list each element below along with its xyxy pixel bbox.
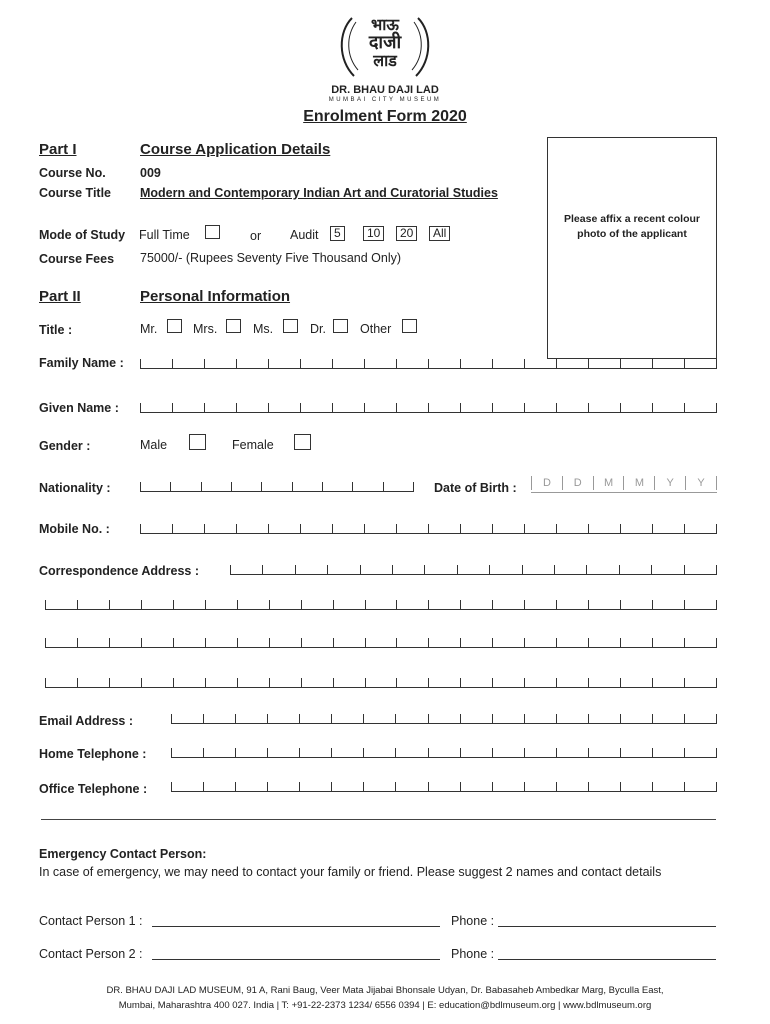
course-title-label: Course Title xyxy=(39,186,112,200)
gender-female-label: Female xyxy=(232,438,274,452)
part1-label: Part I xyxy=(39,141,77,158)
title-option-dr: Dr. xyxy=(310,322,326,336)
office-telephone-input[interactable] xyxy=(171,776,717,792)
title-option-ms: Ms. xyxy=(253,322,274,336)
title-label: Title : xyxy=(39,323,73,337)
course-title-value: Modern and Contemporary Indian Art and Curatorial Studies xyxy=(140,186,498,200)
office-telephone-label: Office Telephone : xyxy=(39,782,148,796)
title-other-checkbox[interactable] xyxy=(402,319,417,333)
audit-option-all[interactable]: All xyxy=(429,226,450,241)
dob-day-1: D xyxy=(531,476,563,490)
contact2-name-input[interactable] xyxy=(152,947,440,960)
address-input-line-4[interactable] xyxy=(45,672,717,688)
audit-option-5[interactable]: 5 xyxy=(330,226,345,241)
contact1-phone-label: Phone : xyxy=(451,914,495,928)
contact2-phone-input[interactable] xyxy=(498,947,716,960)
contact2-phone-label: Phone : xyxy=(451,947,495,961)
part2-heading: Personal Information xyxy=(140,288,291,305)
title-mrs-checkbox[interactable] xyxy=(226,319,241,333)
title-ms-checkbox[interactable] xyxy=(283,319,298,333)
full-time-label: Full Time xyxy=(139,228,190,242)
form-title: Enrolment Form 2020 xyxy=(303,108,467,125)
mobile-label: Mobile No. : xyxy=(39,522,110,536)
title-dr-checkbox[interactable] xyxy=(333,319,348,333)
title-option-mr: Mr. xyxy=(140,322,158,336)
part1-heading: Course Application Details xyxy=(140,141,331,158)
course-no-label: Course No. xyxy=(39,166,106,180)
emergency-heading: Emergency Contact Person: xyxy=(39,847,207,861)
contact1-name-input[interactable] xyxy=(152,914,440,927)
dob-label: Date of Birth : xyxy=(434,481,517,495)
course-no-value: 009 xyxy=(140,166,161,180)
given-name-input[interactable] xyxy=(140,397,717,413)
gender-female-checkbox[interactable] xyxy=(294,434,311,450)
photo-box xyxy=(547,137,717,359)
dob-year-2: Y xyxy=(686,476,717,490)
part2-label: Part II xyxy=(39,288,81,305)
email-input[interactable] xyxy=(171,708,717,724)
title-mr-checkbox[interactable] xyxy=(167,319,182,333)
emergency-description: In case of emergency, we may need to contact your family or friend. Please suggest 2 names and contact details xyxy=(39,865,662,879)
photo-instructions: Please affix a recent colour photo of the applicant xyxy=(564,213,700,240)
logo-line-3: लाड xyxy=(373,51,397,70)
family-name-input[interactable] xyxy=(140,353,717,369)
or-label: or xyxy=(250,229,262,243)
audit-option-10[interactable]: 10 xyxy=(363,226,384,241)
footer-contact: Mumbai, Maharashtra 400 027. India | T: +91-22-2373 1234/ 6556 0394 | E: education@bdlmuseum.org | www.bdlmuseum.org xyxy=(118,1000,652,1011)
dob-month-2: M xyxy=(624,476,655,490)
section-divider xyxy=(41,819,716,820)
footer-address: DR. BHAU DAJI LAD MUSEUM, 91 A, Rani Baug, Veer Mata Jijabai Bhonsale Udyan, Dr. Babasaheb Ambedkar Marg, Byculla East, xyxy=(106,985,664,996)
contact1-label: Contact Person 1 : xyxy=(39,914,143,928)
contact1-phone-input[interactable] xyxy=(498,914,716,927)
course-fees-value: 75000/- (Rupees Seventy Five Thousand Only) xyxy=(140,251,402,265)
home-telephone-input[interactable] xyxy=(171,742,717,758)
course-fees-label: Course Fees xyxy=(39,252,115,266)
nationality-input[interactable] xyxy=(140,476,414,492)
address-input-line-3[interactable] xyxy=(45,632,717,648)
contact2-label: Contact Person 2 : xyxy=(39,947,143,961)
gender-label: Gender : xyxy=(39,439,91,453)
logo-line-2: दाजी xyxy=(368,32,402,53)
logo-name: DR. BHAU DAJI LAD xyxy=(331,84,439,96)
dob-year-1: Y xyxy=(655,476,686,490)
address-input-line-1[interactable] xyxy=(230,559,717,575)
audit-label: Audit xyxy=(290,228,319,242)
address-input-line-2[interactable] xyxy=(45,594,717,610)
audit-option-20[interactable]: 20 xyxy=(396,226,417,241)
dob-month-1: M xyxy=(594,476,625,490)
title-option-other: Other xyxy=(360,322,392,336)
address-label: Correspondence Address : xyxy=(39,564,199,578)
family-name-label: Family Name : xyxy=(39,356,124,370)
logo-subtitle: MUMBAI CITY MUSEUM xyxy=(328,97,442,103)
email-label: Email Address : xyxy=(39,714,134,728)
museum-logo xyxy=(330,10,440,84)
logo-line-1: भाऊ xyxy=(371,15,399,34)
gender-male-label: Male xyxy=(140,438,168,452)
dob-input[interactable] xyxy=(531,476,717,493)
given-name-label: Given Name : xyxy=(39,401,119,415)
title-option-mrs: Mrs. xyxy=(193,322,218,336)
dob-day-2: D xyxy=(563,476,594,490)
mode-of-study-label: Mode of Study xyxy=(39,228,126,242)
gender-male-checkbox[interactable] xyxy=(189,434,206,450)
nationality-label: Nationality : xyxy=(39,481,111,495)
mobile-input[interactable] xyxy=(140,518,717,534)
full-time-checkbox[interactable] xyxy=(205,225,220,239)
home-telephone-label: Home Telephone : xyxy=(39,747,147,761)
